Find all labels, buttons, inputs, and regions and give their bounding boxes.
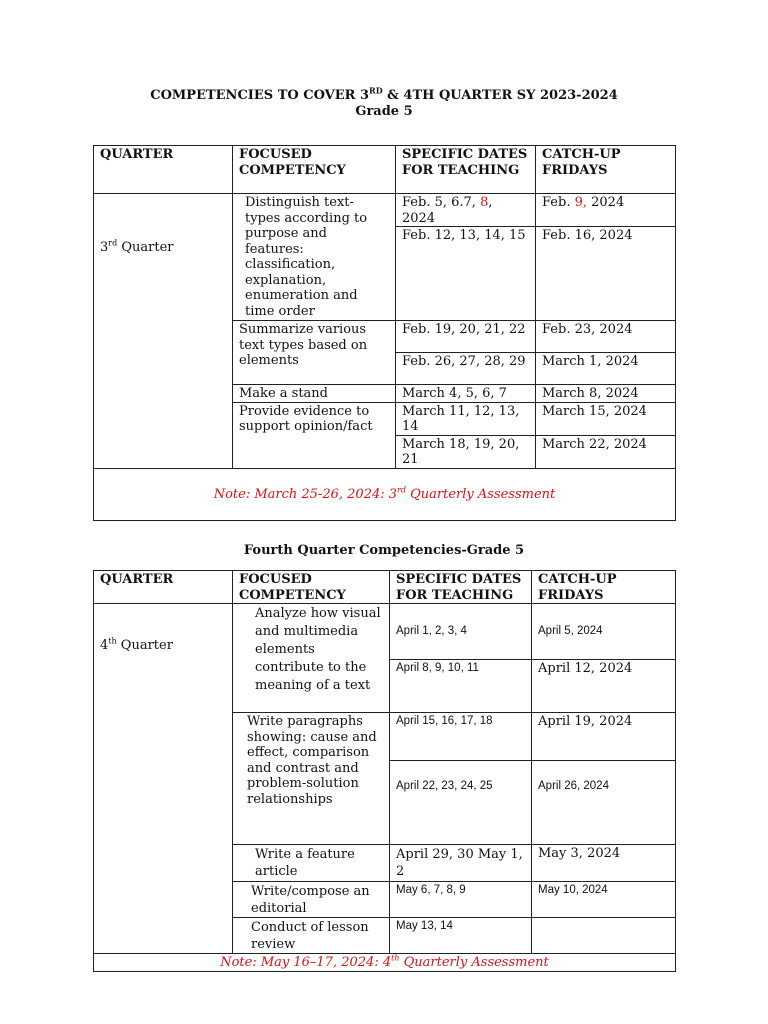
quarter-cell xyxy=(94,194,233,469)
table-header-row xyxy=(94,571,676,604)
doc-title-post: & 4TH QUARTER SY 2023-2024 xyxy=(382,88,618,103)
quarter-cell xyxy=(94,604,233,954)
dates-cell: Feb. 12, 13, 14, 15 xyxy=(396,227,536,321)
doc-title xyxy=(0,85,768,103)
note-row xyxy=(94,468,676,520)
header-fridays: CATCH-UP FRIDAYS xyxy=(532,571,676,604)
friday-cell: March 8, 2024 xyxy=(536,385,676,403)
quarter-num: 4 xyxy=(100,638,109,653)
dates-cell: April 15, 16, 17, 18 xyxy=(390,713,532,761)
friday-cell: Feb. 23, 2024 xyxy=(536,321,676,353)
quarter-sup: rd xyxy=(108,238,118,248)
friday-text: 2024 xyxy=(587,195,625,210)
friday-text: Feb. xyxy=(542,195,575,210)
friday-cell: March 1, 2024 xyxy=(536,353,676,385)
competency-cell: Conduct of lesson review xyxy=(233,918,390,954)
competency-cell: Make a stand xyxy=(233,385,396,403)
friday-cell: May 3, 2024 xyxy=(532,845,676,882)
dates-cell: May 6, 7, 8, 9 xyxy=(390,882,532,918)
friday-highlight: 9, xyxy=(574,195,587,210)
header-dates: SPECIFIC DATES FOR TEACHING xyxy=(396,146,536,194)
dates-cell xyxy=(396,194,536,227)
dates-highlight: 8 xyxy=(480,195,489,210)
competency-cell: Write a feature article xyxy=(233,845,390,882)
header-dates: SPECIFIC DATES FOR TEACHING xyxy=(390,571,532,604)
friday-cell: April 26, 2024 xyxy=(532,761,676,845)
assessment-note xyxy=(94,468,676,520)
note-text: Note: May 16–17, 2024: 4 xyxy=(220,954,392,970)
competency-cell: Analyze how visual and multimedia elements contribute to the meaning of a text xyxy=(233,604,390,713)
competency-cell: Provide evidence to support opinion/fact xyxy=(233,402,396,468)
dates-text: , 2024 xyxy=(402,195,493,226)
dates-cell: March 11, 12, 13, 14 xyxy=(396,402,536,435)
header-competency: FOCUSED COMPETENCY xyxy=(233,571,390,604)
friday-cell: April 5, 2024 xyxy=(532,604,676,660)
dates-cell: Feb. 19, 20, 21, 22 xyxy=(396,321,536,353)
friday-cell: May 10, 2024 xyxy=(532,882,676,918)
note-sup: th xyxy=(391,953,400,963)
table-row xyxy=(94,194,676,227)
note-text: Quarterly Assessment xyxy=(399,954,549,970)
header-fridays: CATCH-UP FRIDAYS xyxy=(536,146,676,194)
table-header-row xyxy=(94,146,676,194)
doc-title-pre: COMPETENCIES TO COVER 3 xyxy=(150,88,370,103)
friday-cell: April 12, 2024 xyxy=(532,660,676,713)
note-row xyxy=(94,954,676,972)
dates-cell: May 13, 14 xyxy=(390,918,532,954)
competency-cell: Write/compose an editorial xyxy=(233,882,390,918)
dates-cell: April 8, 9, 10, 11 xyxy=(390,660,532,713)
third-quarter-table xyxy=(93,145,676,521)
note-sup: rd xyxy=(397,485,406,495)
competency-cell: Summarize various text types based on elements xyxy=(233,321,396,385)
quarter-word: Quarter xyxy=(116,638,173,653)
friday-cell xyxy=(536,194,676,227)
dates-cell: March 18, 19, 20, 21 xyxy=(396,435,536,468)
doc-title-sup: RD xyxy=(369,85,383,96)
dates-text: Feb. 5, 6.7, xyxy=(402,195,481,210)
competency-cell: Write paragraphs showing: cause and effect, comparison and contrast and problem-solution relationships xyxy=(233,713,390,845)
note-text: Note: March 25-26, 2024: 3 xyxy=(213,486,398,502)
fourth-quarter-table xyxy=(93,570,676,972)
friday-cell: Feb. 16, 2024 xyxy=(536,227,676,321)
dates-cell: April 22, 23, 24, 25 xyxy=(390,761,532,845)
section-title: Fourth Quarter Competencies-Grade 5 xyxy=(243,543,525,558)
friday-cell: March 22, 2024 xyxy=(536,435,676,468)
quarter-sup: th xyxy=(108,636,117,646)
dates-cell: April 29, 30 May 1, 2 xyxy=(390,845,532,882)
friday-cell: March 15, 2024 xyxy=(536,402,676,435)
quarter-word: Quarter xyxy=(117,240,174,255)
header-quarter: QUARTER xyxy=(94,146,233,194)
header-competency: FOCUSED COMPETENCY xyxy=(233,146,396,194)
header-quarter: QUARTER xyxy=(94,571,233,604)
table-row xyxy=(94,604,676,660)
dates-cell: Feb. 26, 27, 28, 29 xyxy=(396,353,536,385)
doc-subtitle: Grade 5 xyxy=(355,104,413,119)
dates-cell: April 1, 2, 3, 4 xyxy=(390,604,532,660)
dates-cell: March 4, 5, 6, 7 xyxy=(396,385,536,403)
quarter-num: 3 xyxy=(100,240,109,255)
note-text: Quarterly Assessment xyxy=(405,486,556,502)
friday-cell xyxy=(532,918,676,954)
friday-cell: April 19, 2024 xyxy=(532,713,676,761)
assessment-note xyxy=(94,954,676,972)
competency-cell: Distinguish text-types according to purpose and features: classification, explanation, enumeration and time order xyxy=(233,194,396,321)
